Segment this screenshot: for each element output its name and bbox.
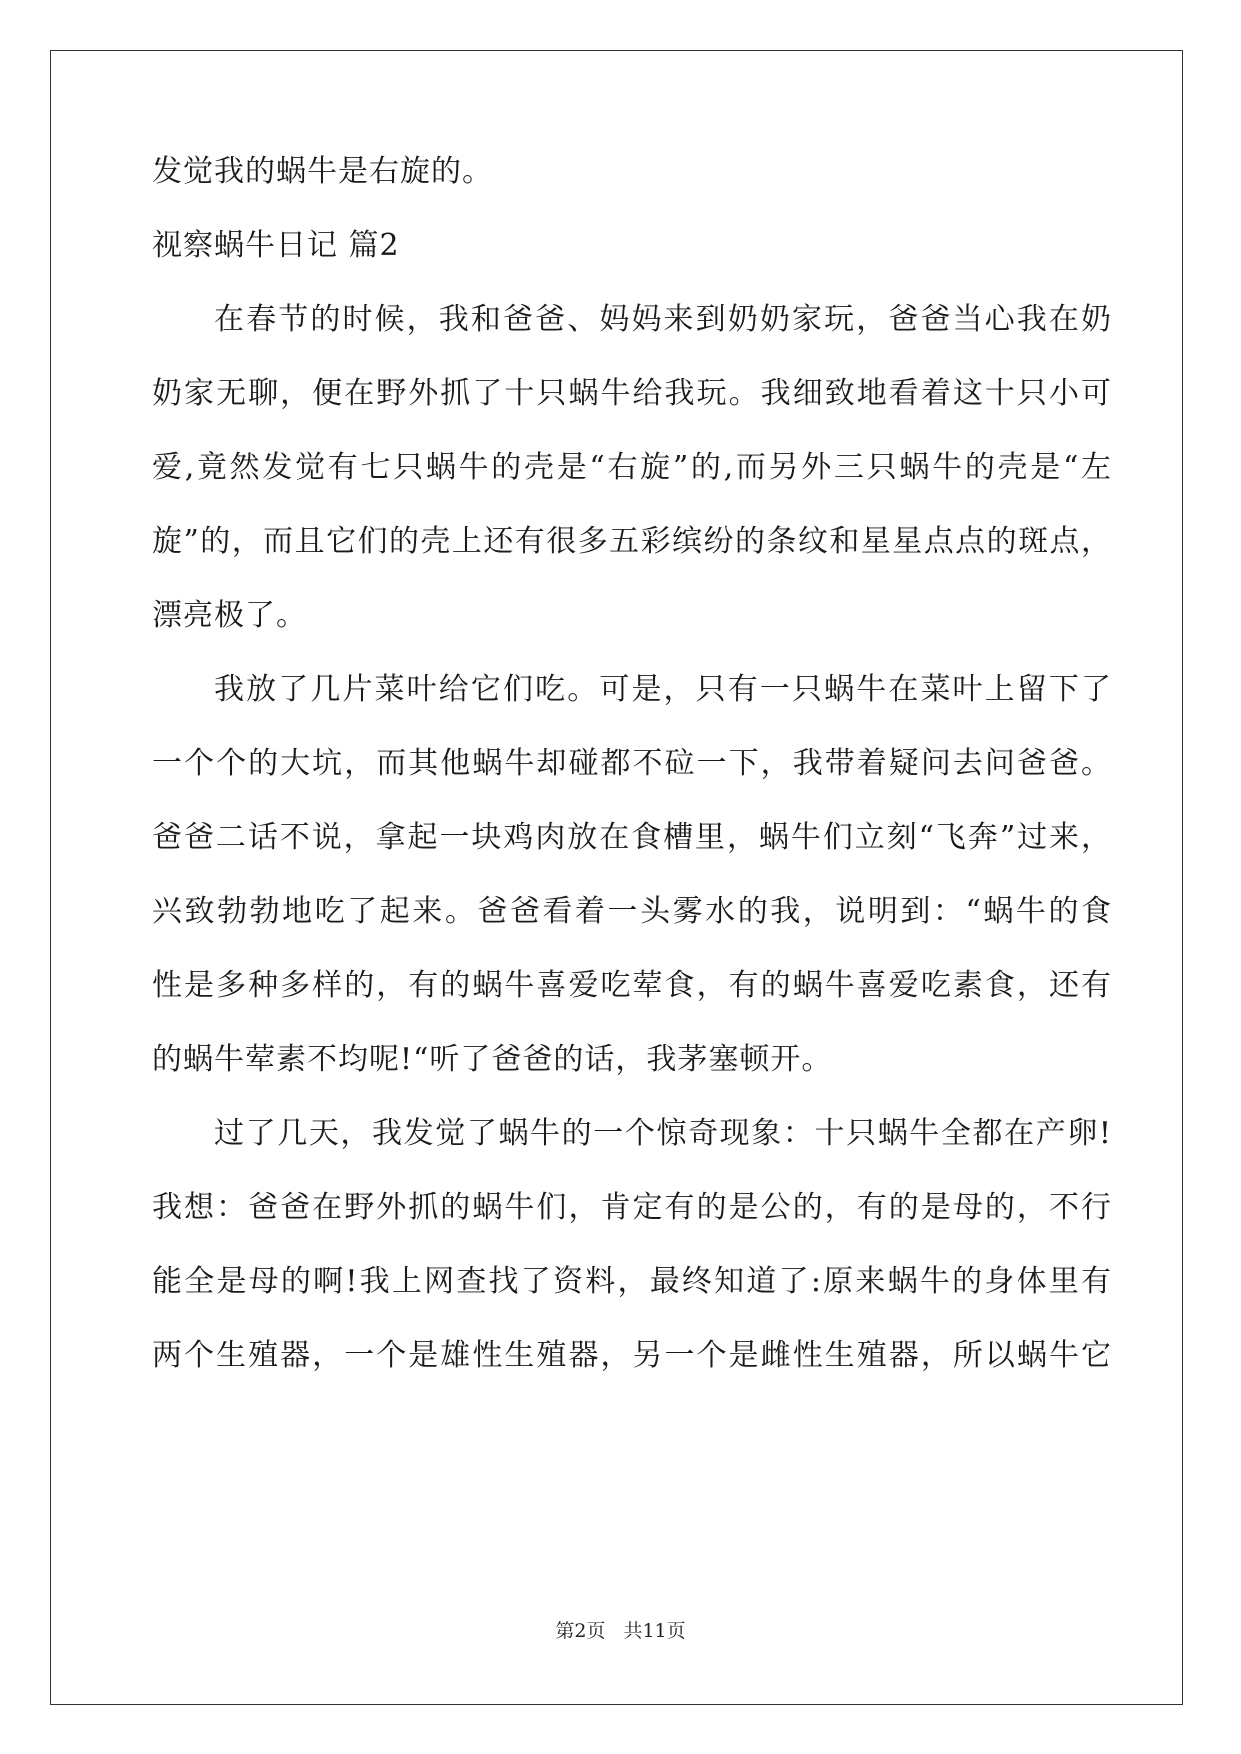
- text-line: 在春节的时候，我和爸爸、妈妈来到奶奶家玩，爸爸当心我在奶: [214, 302, 1112, 337]
- text-line: 发觉我的蜗牛是右旋的。: [152, 154, 493, 189]
- text-line: 一个个的大坑，而其他蜗牛却碰都不砬一下，我带着疑问去问爸爸。: [152, 746, 1112, 781]
- text-line: 两个生殖器，一个是雄性生殖器，另一个是雌性生殖器，所以蜗牛它: [152, 1338, 1112, 1373]
- page-border: [50, 50, 1183, 1705]
- text-line: 过了几天，我发觉了蜗牛的一个惊奇现象：十只蜗牛全都在产卵!: [214, 1116, 1112, 1151]
- text-line: 我想：爸爸在野外抓的蜗牛们，肯定有的是公的，有的是母的，不行: [152, 1190, 1112, 1225]
- text-line: 奶家无聊，便在野外抓了十只蜗牛给我玩。我细致地看着这十只小可: [152, 376, 1112, 411]
- page-number: 第2页: [555, 1620, 606, 1642]
- text-line: 的蜗牛荤素不均呢!“听了爸爸的话，我茅塞顿开。: [152, 1042, 833, 1077]
- page-footer: [0, 1618, 1241, 1644]
- section-heading: 视察蜗牛日记 篇2: [152, 228, 400, 263]
- text-line: 能全是母的啊!我上网查找了资料，最终知道了:原来蜗牛的身体里有: [152, 1264, 1112, 1299]
- text-line: 我放了几片菜叶给它们吃。可是，只有一只蜗牛在菜叶上留下了: [214, 672, 1112, 707]
- text-line: 爸爸二话不说，拿起一块鸡肉放在食槽里，蜗牛们立刻“飞奔”过来，: [152, 820, 1112, 855]
- text-line: 性是多种多样的，有的蜗牛喜爱吃荤食，有的蜗牛喜爱吃素食，还有: [152, 968, 1112, 1003]
- text-line: 漂亮极了。: [152, 598, 307, 633]
- text-line: 爱,竟然发觉有七只蜗牛的壳是“右旋”的,而另外三只蜗牛的壳是“左: [152, 450, 1112, 485]
- text-line: 旋”的，而且它们的壳上还有很多五彩缤纷的条纹和星星点点的斑点，: [152, 524, 1112, 559]
- page-total: 共11页: [623, 1620, 686, 1642]
- text-line: 兴致勃勃地吃了起来。爸爸看着一头雾水的我，说明到：“蜗牛的食: [152, 894, 1112, 929]
